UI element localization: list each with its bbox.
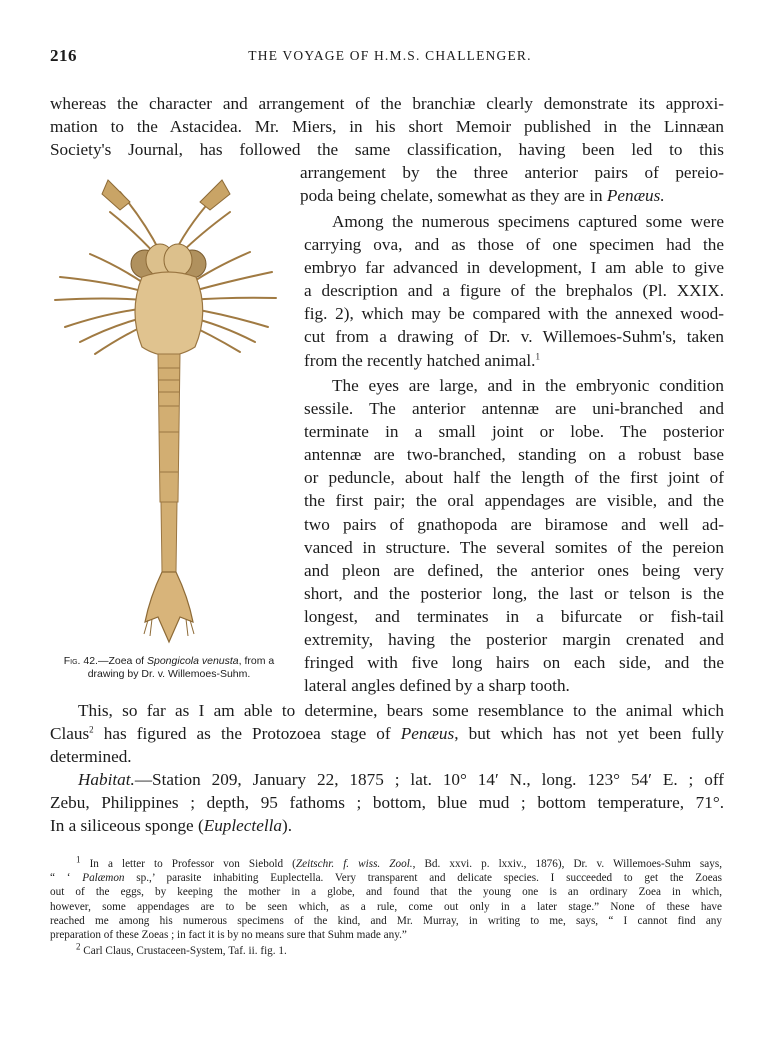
running-title: THE VOYAGE OF H.M.S. CHALLENGER. [248,48,532,63]
text-line: determined. [50,747,132,767]
paragraph-brephalos [304,210,724,372]
footnote-number: 1 [76,854,81,865]
text-line: antennæ are two-branched, standing on a robust base [304,445,724,465]
footnote-line: $^2$ Carl Claus, Crustaceen-System, Taf. ii. fig. 1. [76,941,287,957]
paragraph-intro [50,92,724,161]
text-line: from the recently hatched animal.$^1$ [304,350,540,370]
genus-name: Euplectella [203,816,282,836]
text-line: Among the numerous specimens captured some were [332,212,724,231]
page-number: 216 [50,46,77,65]
text-line: Claus$^2$ has figured as the Protozoea stage of Penæus, but which has not yet been fully [50,724,724,744]
text-line: mation to the Astacidea. Mr. Miers, in his short Memoir published in the Linnæan [50,117,724,137]
text-line: two pairs of gnathopoda are biramose and well ad- [304,514,724,534]
paragraph-description [304,374,724,697]
zoea-body [131,244,206,642]
text-line: cut from a drawing of Dr. v. Willemoes-Suhm's, taken [304,327,724,347]
figure-caption: Fig. 42.—Zoea of Spongicola venusta, from a drawing by Dr. v. Willemoes-Suhm. [63,655,275,680]
text-line: arrangement by the three anterior pairs of pereio- [300,163,724,182]
footnote-line: however, some appendages are to be seen which, as a rule, come out only in a later stage.” None of these have [50,900,722,913]
text-line: The eyes are large, and in the embryonic condition [332,376,724,395]
zoea-illustration [50,172,282,652]
zoea-figure [50,172,282,652]
footnote-ref: 1 [535,350,540,361]
text-line: a description and a figure of the brephalos (Pl. XXIX. [304,281,724,301]
text-line: vanced in structure. The several somites of the pereion [304,537,724,557]
text-line: the first pair; the oral appendages are visible, and the [304,491,724,511]
footnote-line: “ ‘ Palæmon sp.,’ parasite inhabiting Euplectella. Very transparent and delicate species. I succeeded to get the Zoeas [50,872,722,885]
paragraph-protozoea [50,699,724,768]
footnote-line: preparation of these Zoeas ; in fact it is by no means sure that Suhm made any.” [50,929,407,942]
text-line: short, and the posterior long, the last or telson is the [304,583,724,603]
text-line: poda being chelate, somewhat as they are in Penæus. [300,186,665,206]
footnote-number: 2 [76,941,81,952]
text-line: This, so far as I am able to determine, bears some resemblance to the animal which [78,701,724,720]
footnote-line: reached me among his numerous specimens of the kind, and Mr. Murray, in writing to me, says, “ I cannot find any [50,914,722,927]
antenna-fans [102,180,230,210]
paragraph-intro-cont [300,161,724,207]
genus-name: Penæus [400,724,455,744]
figure-label: Fig. 42. [63,655,98,667]
text-line: or peduncle, about half the length of the first joint of [304,468,724,488]
footnote-2 [50,941,722,958]
text-line: Habitat.—Station 209, January 22, 1875 ; lat. 10° 14′ N., long. 123° 54′ E. ; off [78,770,724,789]
running-header [50,46,730,70]
habitat-label: Habitat. [78,770,135,789]
text-line: Zebu, Philippines ; depth, 95 fathoms ; bottom, blue mud ; bottom temperature, 71°. [50,793,724,813]
text-line: whereas the character and arrangement of the branchiæ clearly demonstrate its approxi- [50,94,724,113]
footnote-line: out of the eggs, by keeping the mother in a globe, and found that the young one is an ordinary Zoea in which, [50,886,722,899]
paragraph-habitat [50,768,724,837]
species-name: Spongicola venusta [147,655,239,667]
text-line: embryo far advanced in development, I am able to give [304,258,724,278]
text-line: and pleon are defined, the anterior ones being very [304,560,724,580]
text-line: fig. 2), which may be compared with the annexed wood- [304,304,724,324]
text-line: In a siliceous sponge (Euplectella). [50,816,293,836]
footnote-line: $^1$ In a letter to Professor von Siebold (Zeitschr. f. wiss. Zool., Bd. xxvi. p. lxxiv., 1876), Dr. v. Willemoes-Suhm says, [76,854,722,870]
text-line: extremity, having the posterior margin crenated and [304,630,724,650]
footnote-ref: 2 [89,724,94,735]
text-line: sessile. The anterior antennæ are uni-branched and [304,399,724,419]
text-line: carrying ova, and as those of one specimen had the [304,235,724,255]
text-line: terminate in a small joint or lobe. The posterior [304,422,724,442]
genus-name: Penæus. [606,186,665,206]
footnote-1 [50,854,722,942]
text-line: longest, and terminates in a bifurcate or fish-tail [304,606,724,626]
text-line: Society's Journal, has followed the same classification, having been led to this [50,140,724,160]
text-line: lateral angles defined by a sharp tooth. [304,676,570,696]
text-line: fringed with five long hairs on each side, and the [304,653,724,673]
